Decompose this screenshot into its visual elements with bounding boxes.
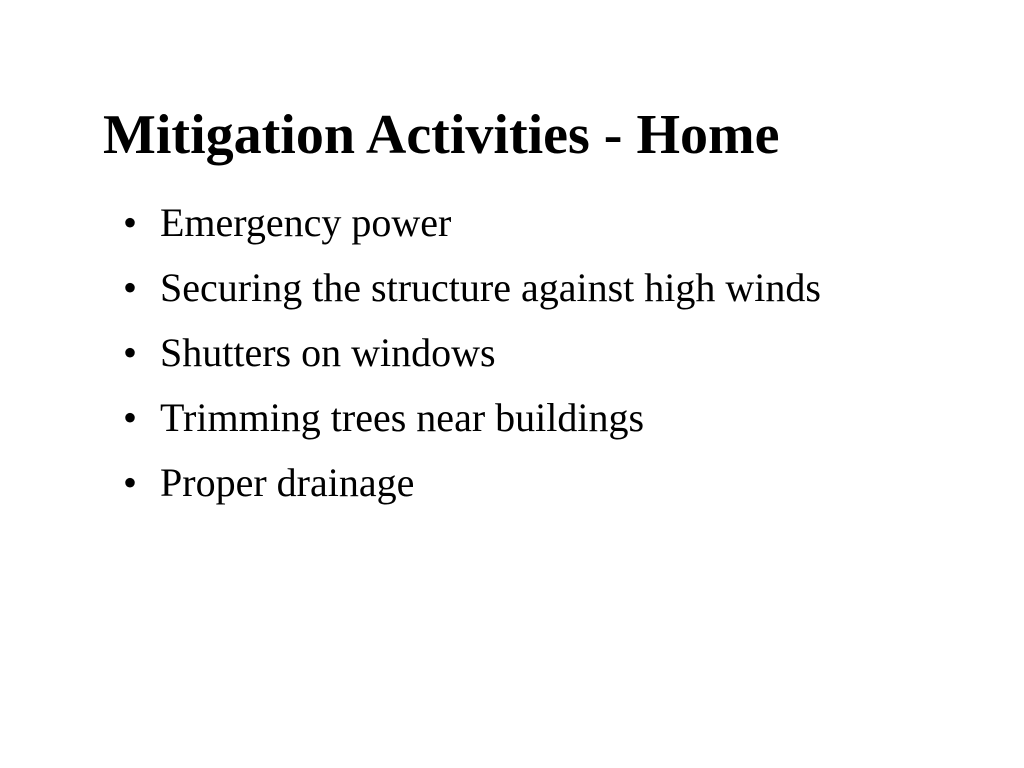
slide-title: Mitigation Activities - Home bbox=[103, 104, 780, 166]
bullet-point-icon: • bbox=[123, 200, 138, 245]
bullet-text: Shutters on windows bbox=[160, 330, 496, 375]
bullet-text: Trimming trees near buildings bbox=[160, 395, 645, 440]
bullet-point-icon: • bbox=[123, 265, 138, 310]
bullet-text: Securing the structure against high winds bbox=[160, 265, 821, 310]
bullet-text: Proper drainage bbox=[160, 460, 415, 505]
bullet-point-icon: • bbox=[123, 395, 138, 440]
bullet-point-icon: • bbox=[123, 330, 138, 375]
bullet-point-icon: • bbox=[123, 460, 138, 505]
bullet-text: Emergency power bbox=[160, 200, 452, 245]
